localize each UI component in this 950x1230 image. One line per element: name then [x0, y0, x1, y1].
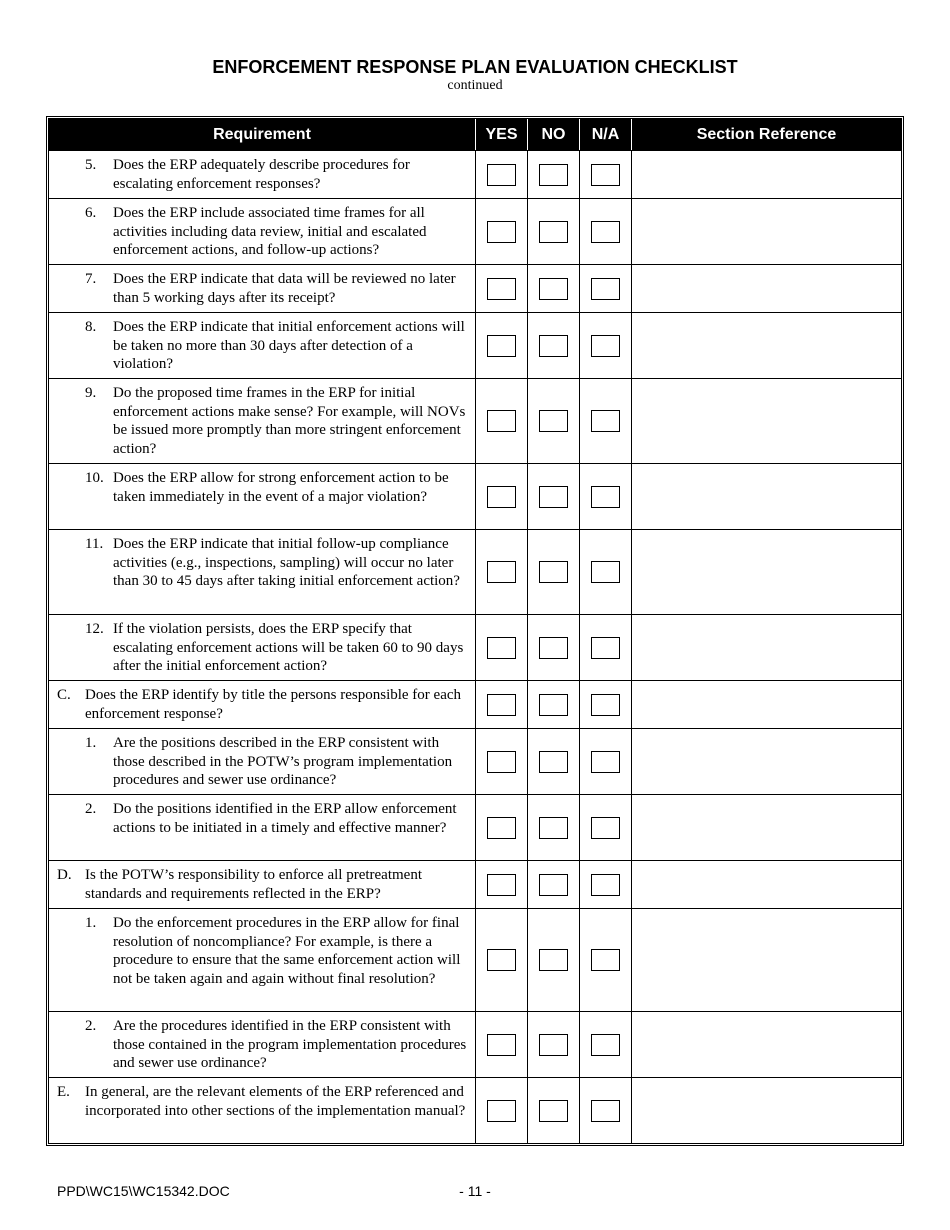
section-reference-cell[interactable]	[632, 313, 901, 378]
no-checkbox[interactable]	[539, 486, 568, 508]
no-checkbox[interactable]	[539, 751, 568, 773]
na-checkbox[interactable]	[591, 637, 620, 659]
yes-checkbox[interactable]	[487, 1034, 516, 1056]
item-number: D.	[57, 867, 72, 883]
table-row	[49, 860, 901, 908]
na-checkbox[interactable]	[591, 486, 620, 508]
no-checkbox[interactable]	[539, 1034, 568, 1056]
no-checkbox[interactable]	[539, 164, 568, 186]
table-row	[49, 680, 901, 728]
section-reference-cell[interactable]	[632, 530, 901, 614]
na-checkbox[interactable]	[591, 410, 620, 432]
item-number: 7.	[85, 271, 97, 287]
item-text: In general, are the relevant elements of the ERP referenced and incorporated into other sections of the implementation manual?	[85, 1084, 466, 1119]
table-row	[49, 378, 901, 463]
section-reference-cell[interactable]	[632, 729, 901, 794]
table-row	[49, 614, 901, 680]
item-text: Do the enforcement procedures in the ERP allow for final resolution of noncompliance? For example, is there a procedure to ensure that the same enforcement action will not be taken again and again without final resolution?	[113, 915, 461, 987]
na-checkbox[interactable]	[591, 561, 620, 583]
table-row	[49, 728, 901, 794]
yes-checkbox[interactable]	[487, 694, 516, 716]
section-reference-cell[interactable]	[632, 464, 901, 529]
table-row	[49, 312, 901, 378]
na-checkbox[interactable]	[591, 278, 620, 300]
item-text: Are the procedures identified in the ERP consistent with those contained in the program implementation procedures and sewer use ordinance?	[113, 1018, 467, 1072]
yes-checkbox[interactable]	[487, 949, 516, 971]
yes-checkbox[interactable]	[487, 335, 516, 357]
na-checkbox[interactable]	[591, 949, 620, 971]
checklist-table	[46, 116, 904, 1146]
table-row	[49, 264, 901, 312]
no-checkbox[interactable]	[539, 949, 568, 971]
na-checkbox[interactable]	[591, 164, 620, 186]
na-checkbox[interactable]	[591, 817, 620, 839]
item-text: Does the ERP allow for strong enforcement action to be taken immediately in the event of a major violation?	[113, 470, 449, 505]
no-checkbox[interactable]	[539, 221, 568, 243]
item-text: Does the ERP identify by title the persons responsible for each enforcement response?	[85, 687, 462, 722]
item-text: Are the positions described in the ERP consistent with those described in the POTW’s program implementation procedures and sewer use ordinance?	[113, 735, 453, 789]
item-number: C.	[57, 687, 71, 703]
yes-checkbox[interactable]	[487, 278, 516, 300]
page-title: ENFORCEMENT RESPONSE PLAN EVALUATION CHECKLIST	[212, 57, 738, 77]
no-checkbox[interactable]	[539, 335, 568, 357]
table-row	[49, 794, 901, 860]
na-checkbox[interactable]	[591, 1100, 620, 1122]
header-section-reference: Section Reference	[696, 125, 837, 143]
section-reference-cell[interactable]	[632, 861, 901, 908]
no-checkbox[interactable]	[539, 278, 568, 300]
table-row	[49, 1077, 901, 1143]
table-row	[49, 908, 901, 1011]
yes-checkbox[interactable]	[487, 561, 516, 583]
header-yes: YES	[476, 119, 528, 150]
yes-checkbox[interactable]	[487, 221, 516, 243]
yes-checkbox[interactable]	[487, 637, 516, 659]
item-number: 8.	[85, 319, 97, 335]
na-checkbox[interactable]	[591, 874, 620, 896]
section-reference-cell[interactable]	[632, 1012, 901, 1077]
header-requirement: Requirement	[49, 119, 476, 150]
header-no: NO	[528, 119, 580, 150]
item-number: 6.	[85, 205, 97, 221]
yes-checkbox[interactable]	[487, 164, 516, 186]
section-reference-cell[interactable]	[632, 199, 901, 264]
section-reference-cell[interactable]	[632, 265, 901, 312]
header-na: N/A	[580, 119, 632, 150]
na-checkbox[interactable]	[591, 751, 620, 773]
item-text: Do the positions identified in the ERP allow enforcement actions to be initiated in a timely and effective manner?	[113, 801, 457, 836]
table-row	[49, 529, 901, 614]
no-checkbox[interactable]	[539, 410, 568, 432]
item-text: Does the ERP indicate that initial follow-up compliance activities (e.g., inspections, sampling) will occur no later than 30 to 45 days after taking initial enforcement action?	[113, 536, 460, 590]
item-text: Do the proposed time frames in the ERP for initial enforcement actions make sense? For example, will NOVs be issued more promptly than more stringent enforcement action?	[113, 385, 466, 457]
no-checkbox[interactable]	[539, 637, 568, 659]
item-number: 2.	[85, 1018, 97, 1034]
item-text: Does the ERP indicate that initial enforcement actions will be taken no more than 30 days after detection of a violation?	[113, 319, 465, 373]
item-number: 9.	[85, 385, 97, 401]
yes-checkbox[interactable]	[487, 486, 516, 508]
item-text: Is the POTW’s responsibility to enforce all pretreatment standards and requirements reflected in the ERP?	[85, 867, 422, 902]
section-reference-cell[interactable]	[632, 795, 901, 860]
item-text: If the violation persists, does the ERP specify that escalating enforcement actions will be taken 60 to 90 days after the initial enforcement action?	[113, 621, 464, 675]
na-checkbox[interactable]	[591, 694, 620, 716]
section-reference-cell[interactable]	[632, 1078, 901, 1143]
item-text: Does the ERP include associated time frames for all activities including data review, initial and escalated enforcement actions, and follow-up actions?	[113, 205, 427, 259]
no-checkbox[interactable]	[539, 874, 568, 896]
na-checkbox[interactable]	[591, 335, 620, 357]
no-checkbox[interactable]	[539, 561, 568, 583]
item-number: 12.	[85, 621, 104, 637]
item-number: 5.	[85, 157, 97, 173]
item-number: 11.	[85, 536, 104, 552]
no-checkbox[interactable]	[539, 694, 568, 716]
item-number: 1.	[85, 915, 97, 931]
yes-checkbox[interactable]	[487, 1100, 516, 1122]
footer-page-number: - 11 -	[459, 1183, 491, 1199]
table-row	[49, 198, 901, 264]
section-reference-cell[interactable]	[632, 615, 901, 680]
item-number: 1.	[85, 735, 97, 751]
yes-checkbox[interactable]	[487, 817, 516, 839]
section-reference-cell[interactable]	[632, 379, 901, 463]
table-header	[49, 119, 901, 150]
footer-doc-path: PPD\WC15\WC15342.DOC	[57, 1183, 230, 1199]
yes-checkbox[interactable]	[487, 874, 516, 896]
no-checkbox[interactable]	[539, 817, 568, 839]
item-number: 10.	[85, 470, 104, 486]
section-reference-cell[interactable]	[632, 909, 901, 1011]
item-number: E.	[57, 1084, 70, 1100]
no-checkbox[interactable]	[539, 1100, 568, 1122]
table-row	[49, 1011, 901, 1077]
table-row	[49, 463, 901, 529]
section-reference-cell[interactable]	[632, 151, 901, 198]
item-number: 2.	[85, 801, 97, 817]
yes-checkbox[interactable]	[487, 751, 516, 773]
na-checkbox[interactable]	[591, 221, 620, 243]
section-reference-cell[interactable]	[632, 681, 901, 728]
na-checkbox[interactable]	[591, 1034, 620, 1056]
item-text: Does the ERP adequately describe procedures for escalating enforcement responses?	[113, 157, 410, 192]
yes-checkbox[interactable]	[487, 410, 516, 432]
item-text: Does the ERP indicate that data will be reviewed no later than 5 working days after its receipt?	[113, 271, 456, 306]
table-row	[49, 150, 901, 198]
page-subtitle: continued	[447, 78, 503, 93]
